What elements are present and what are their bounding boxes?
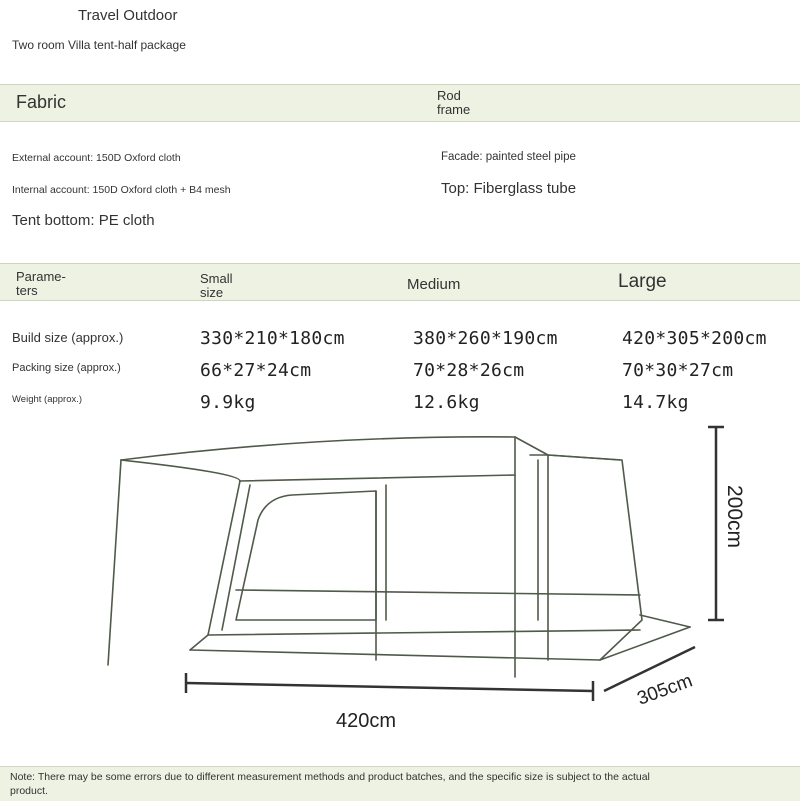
large-packing-size: 70*30*27cm bbox=[622, 360, 734, 381]
height-label: 200cm bbox=[723, 485, 746, 549]
awning-lower-edge bbox=[121, 460, 240, 481]
tent-base-front bbox=[190, 650, 600, 660]
large-weight: 14.7kg bbox=[622, 392, 689, 413]
materials-header-band bbox=[0, 85, 800, 121]
medium-packing-size: 70*28*26cm bbox=[413, 360, 525, 381]
rod-frame-title-line2: frame bbox=[437, 102, 471, 117]
front-left-inner bbox=[222, 485, 250, 630]
roof-front-edge bbox=[121, 437, 515, 460]
fabric-title: Fabric bbox=[16, 92, 67, 112]
small-size-header-line2: size bbox=[200, 285, 224, 300]
fabric-internal: Internal account: 150D Oxford cloth + B4 mesh bbox=[12, 184, 231, 196]
front-wall-top bbox=[240, 475, 515, 481]
width-label: 420cm bbox=[336, 710, 397, 732]
fabric-external: External account: 150D Oxford cloth bbox=[12, 152, 181, 164]
large-build-size: 420*305*200cm bbox=[622, 328, 767, 349]
tent-base-rear bbox=[208, 630, 640, 635]
side-edge bbox=[530, 455, 548, 660]
base-corner bbox=[190, 635, 208, 650]
medium-weight: 12.6kg bbox=[413, 392, 480, 413]
width-dimension-line bbox=[186, 683, 593, 691]
small-build-size: 330*210*180cm bbox=[200, 328, 345, 349]
rod-frame-title-line1: Rod bbox=[437, 88, 461, 103]
brand-name: Travel Outdoor bbox=[78, 7, 178, 24]
side-wall bbox=[548, 455, 642, 660]
parameters-header-line2: ters bbox=[16, 283, 38, 298]
tent-dimension-diagram bbox=[0, 415, 800, 760]
product-subtitle: Two room Villa tent-half package bbox=[12, 38, 186, 52]
awning-pole bbox=[108, 460, 121, 665]
fabric-bottom: Tent bottom: PE cloth bbox=[12, 212, 155, 229]
parameters-header-line1: Parame- bbox=[16, 269, 66, 284]
tent-outline bbox=[108, 437, 690, 677]
large-header: Large bbox=[618, 271, 667, 292]
divider bbox=[0, 121, 800, 122]
footer-note-text: Note: There may be some errors due to different measurement methods and product batches, and the specific size is subject to the actual product. bbox=[10, 771, 650, 797]
rod-facade: Facade: painted steel pipe bbox=[441, 151, 576, 163]
depth-label: 305cm bbox=[634, 670, 696, 710]
row-label: Packing size (approx.) bbox=[12, 362, 121, 374]
row-label: Weight (approx.) bbox=[12, 394, 83, 405]
footer-note bbox=[0, 766, 800, 801]
medium-build-size: 380*260*190cm bbox=[413, 328, 558, 349]
medium-header: Medium bbox=[407, 276, 461, 293]
parameters-header-band bbox=[0, 264, 800, 300]
door-panel bbox=[236, 491, 376, 620]
wall-ribbon bbox=[236, 590, 640, 595]
row-label: Build size (approx.) bbox=[12, 330, 124, 345]
small-size-header-line1: Small bbox=[200, 271, 233, 286]
guy-line bbox=[640, 615, 690, 627]
small-packing-size: 66*27*24cm bbox=[200, 360, 312, 381]
small-weight: 9.9kg bbox=[200, 392, 256, 413]
dimension-lines bbox=[186, 427, 724, 701]
rod-top: Top: Fiberglass tube bbox=[441, 180, 577, 197]
divider bbox=[0, 300, 800, 301]
